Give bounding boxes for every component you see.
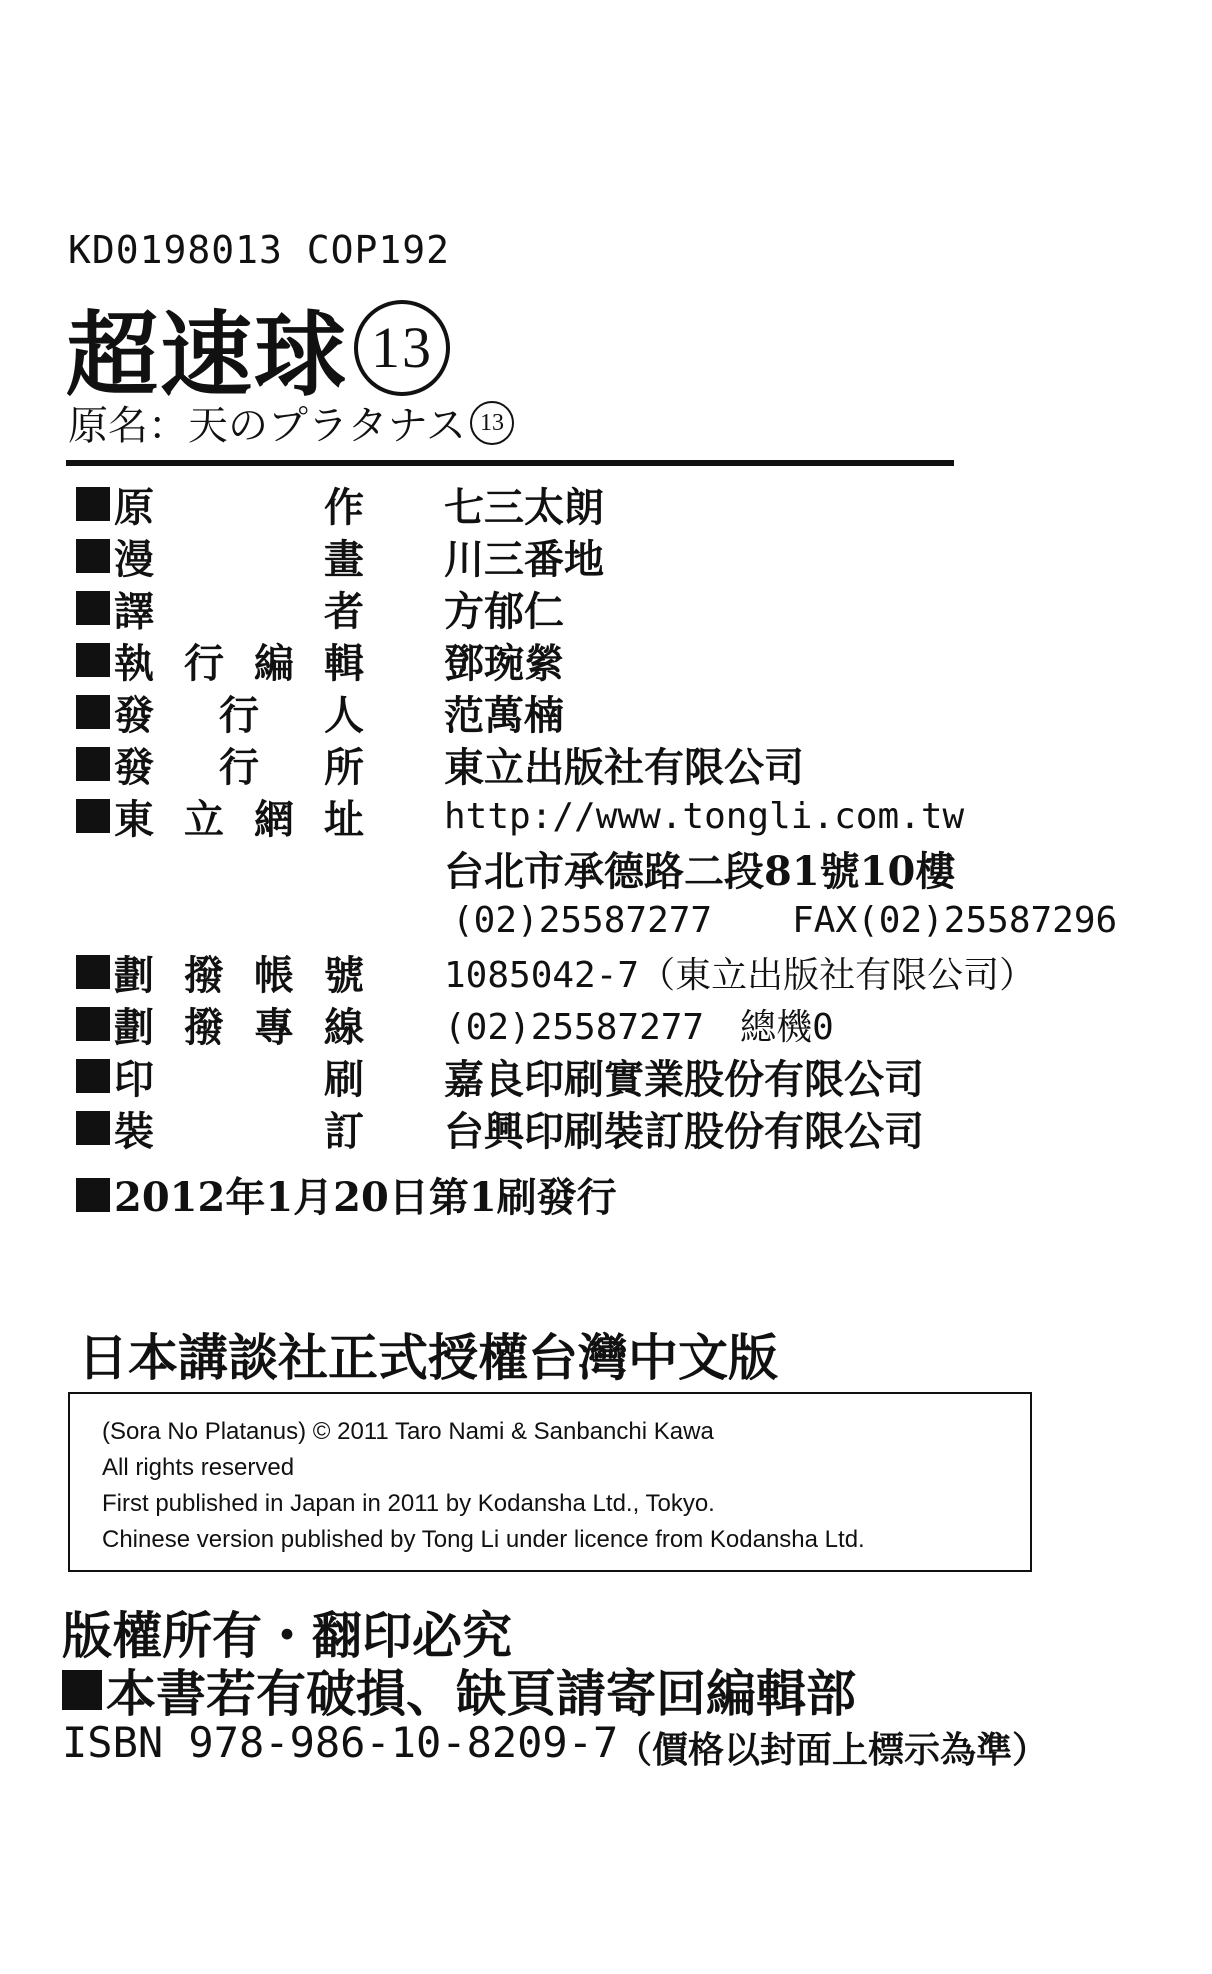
credit-row-publisher — [76, 686, 1116, 738]
credit-row-website — [76, 790, 1116, 842]
credit-value: (02)25587277 總機0 — [444, 1006, 834, 1048]
damaged-notice-text: 本書若有破損、缺頁請寄回編輯部 — [106, 1665, 856, 1723]
credit-value: 鄧琬縈 — [444, 639, 564, 687]
credit-value: 東立出版社有限公司 — [444, 743, 804, 791]
bullet-square — [76, 1111, 110, 1145]
phone-number: (02)25587277 — [452, 899, 713, 941]
address-row — [76, 842, 1116, 894]
copyright-box — [68, 1392, 1032, 1572]
bullet-square — [62, 1670, 102, 1710]
website-link[interactable]: http://www.tongli.com.tw — [444, 795, 965, 837]
bullet-square — [76, 747, 110, 781]
authorized-edition: 日本講談社正式授權台灣中文版 — [78, 1329, 778, 1387]
rights-reserved: 版權所有・翻印必究 — [62, 1607, 512, 1665]
credit-row-printing — [76, 1050, 1116, 1102]
credit-row-art — [76, 530, 1116, 582]
contact-row — [76, 894, 1116, 946]
credit-row-account — [76, 946, 1116, 998]
credit-label: 譯 者 — [114, 587, 364, 635]
credit-label: 執 行 編 輯 — [114, 639, 364, 687]
credit-value: 台興印刷裝訂股份有限公司 — [444, 1107, 924, 1155]
credit-label: 發 行 所 — [114, 743, 364, 791]
bullet-square — [76, 643, 110, 677]
credits-list — [76, 478, 1116, 1154]
credit-label: 劃 撥 專 線 — [114, 1003, 364, 1051]
price-note: （價格以封面上標示為準） — [616, 1729, 1049, 1771]
copyright-line: All rights reserved — [102, 1454, 295, 1481]
credit-value: 七三太朗 — [444, 483, 604, 531]
credit-label: 發 行 人 — [114, 691, 364, 739]
credit-value: 方郁仁 — [444, 587, 564, 635]
isbn: ISBN 978-986-10-8209-7 — [62, 1718, 619, 1767]
bullet-square — [76, 799, 110, 833]
credit-value: 嘉良印刷實業股份有限公司 — [444, 1055, 924, 1103]
bullet-square — [76, 955, 110, 989]
credit-row-publishing-house — [76, 738, 1116, 790]
bullet-square — [76, 1059, 110, 1093]
credit-label: 裝 訂 — [114, 1107, 364, 1155]
copyright-line: Chinese version published by Tong Li under licence from Kodansha Ltd. — [102, 1526, 865, 1553]
credit-value: 范萬楠 — [444, 691, 564, 739]
credit-row-original-work — [76, 478, 1116, 530]
credit-row-binding — [76, 1102, 1116, 1154]
original-title-text: 天のプラタナス — [188, 403, 466, 449]
bullet-square — [76, 1178, 110, 1212]
volume-number: 13 — [354, 300, 450, 396]
book-title-text: 超速球 — [66, 301, 349, 409]
credit-row-translator — [76, 582, 1116, 634]
catalog-code: KD0198013 COP192 — [68, 228, 451, 272]
fax-number: FAX(02)25587296 — [792, 899, 1118, 941]
original-title-label: 原名： — [68, 403, 188, 449]
credit-label: 東 立 網 址 — [114, 795, 364, 843]
title-rule — [66, 460, 954, 466]
copyright-line: First published in Japan in 2011 by Kodansha Ltd., Tokyo. — [102, 1490, 715, 1517]
bullet-square — [76, 539, 110, 573]
credit-value: 川三番地 — [444, 535, 604, 583]
credit-row-editor — [76, 634, 1116, 686]
bullet-square — [76, 487, 110, 521]
credit-label: 印 刷 — [114, 1055, 364, 1103]
bullet-square — [76, 695, 110, 729]
original-volume-number: 13 — [470, 401, 514, 445]
credit-label: 劃 撥 帳 號 — [114, 951, 364, 999]
bullet-square — [76, 591, 110, 625]
credit-label: 漫 畫 — [114, 535, 364, 583]
print-date — [76, 1166, 617, 1223]
address-text: 台北市承德路二段81號10樓 — [444, 847, 956, 895]
credit-row-hotline — [76, 998, 1116, 1050]
bullet-square — [76, 1007, 110, 1041]
original-title — [68, 394, 514, 451]
damaged-notice — [62, 1654, 856, 1726]
copyright-line: (Sora No Platanus) © 2011 Taro Nami & Sanbanchi Kawa — [102, 1418, 714, 1445]
credit-label: 原 作 — [114, 483, 364, 531]
credit-value: 1085042-7（東立出版社有限公司） — [444, 954, 1036, 996]
print-date-text: 2012年1月20日第1刷發行 — [114, 1174, 617, 1221]
